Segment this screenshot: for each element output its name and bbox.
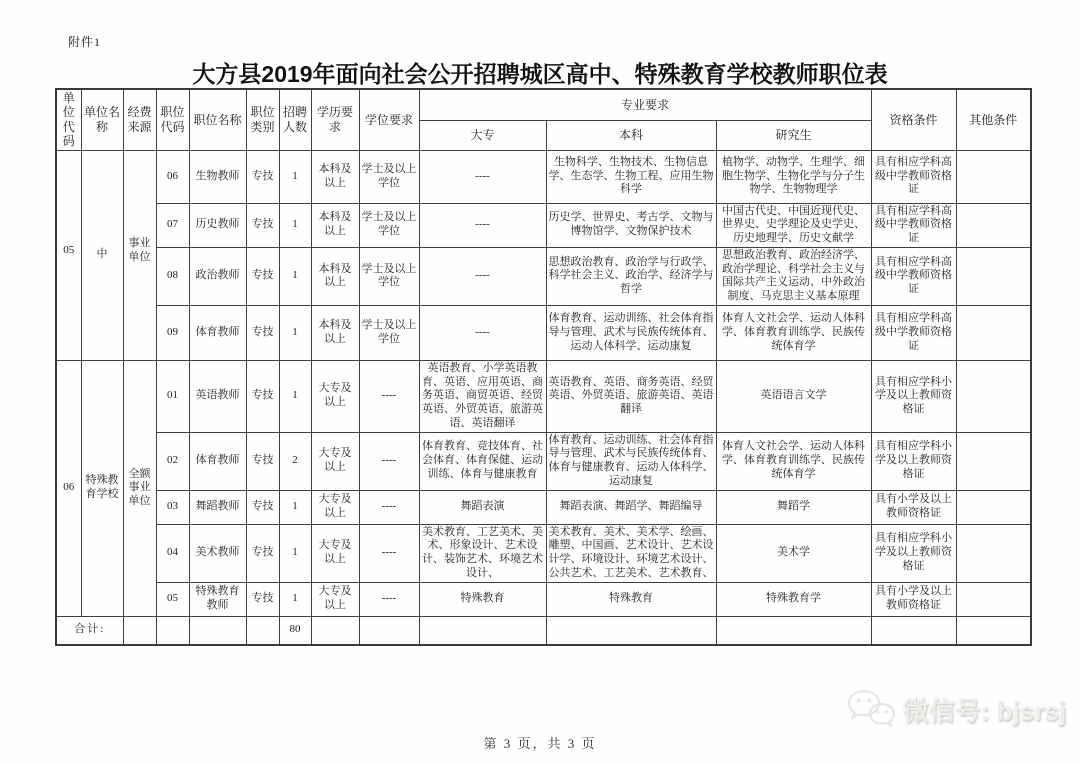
cell-major-benke: 特殊教育 — [546, 582, 716, 616]
wechat-icon — [847, 688, 895, 730]
cell-edu: 大专及以上 — [311, 490, 359, 524]
cell-edu: 大专及以上 — [311, 524, 359, 582]
cell-other — [956, 247, 1031, 305]
cell-major-dazhuan: 美术教育、工艺美术、美术、形象设计、艺术设计、装饰艺术、环境艺术设计、 — [419, 524, 546, 582]
header-count: 招聘人数 — [279, 89, 311, 150]
cell-other — [956, 203, 1031, 247]
cell-major-dazhuan: ---- — [419, 247, 546, 305]
cell-edu: 本科及以上 — [311, 305, 359, 360]
total-empty-edu — [311, 616, 359, 645]
header-qualification: 资格条件 — [871, 89, 956, 150]
header-edu: 学历要求 — [311, 89, 359, 150]
cell-qualification: 具有相应学科高级中学教师资格证 — [871, 247, 956, 305]
cell-unit-name: 中 — [81, 150, 123, 360]
cell-pos-type: 专技 — [246, 305, 279, 360]
total-empty-qualification — [871, 616, 956, 645]
cell-major-dazhuan: ---- — [419, 305, 546, 360]
cell-pos-name: 体育教师 — [189, 305, 246, 360]
cell-count: 1 — [279, 582, 311, 616]
cell-major-dazhuan: 舞蹈表演 — [419, 490, 546, 524]
total-label: 合计: — [56, 616, 123, 645]
table-row — [56, 203, 1031, 247]
cell-funding: 事业单位 — [123, 150, 156, 360]
cell-edu: 本科及以上 — [311, 150, 359, 203]
cell-pos-name: 舞蹈教师 — [189, 490, 246, 524]
cell-qualification: 具有相应学科小学及以上教师资格证 — [871, 524, 956, 582]
cell-other — [956, 582, 1031, 616]
page-title: 大方县2019年面向社会公开招聘城区高中、特殊教育学校教师职位表 — [192, 61, 888, 87]
cell-pos-code: 08 — [156, 247, 189, 305]
cell-count: 1 — [279, 490, 311, 524]
cell-major-dazhuan: ---- — [419, 203, 546, 247]
cell-pos-name: 生物教师 — [189, 150, 246, 203]
cell-major-benke: 英语教育、英语、商务英语、经贸英语、外贸英语、旅游英语、英语翻译 — [546, 360, 716, 432]
attachment-label: 附件1 — [68, 35, 102, 49]
header-funding: 经费来源 — [123, 89, 156, 150]
header-degree: 学位要求 — [359, 89, 419, 150]
cell-major-benke: 生物科学、生物技术、生物信息学、生态学、生物工程、应用生物科学 — [546, 150, 716, 203]
cell-qualification: 具有相应学科小学及以上教师资格证 — [871, 432, 956, 490]
cell-pos-name: 英语教师 — [189, 360, 246, 432]
cell-other — [956, 490, 1031, 524]
cell-pos-name: 美术教师 — [189, 524, 246, 582]
cell-major-yanjiusheng: 植物学、动物学、生理学、细胞生物学、生物化学与分子生物学、生物物理学 — [716, 150, 871, 203]
cell-major-benke: 历史学、世界史、考古学、文物与博物馆学、文物保护技术 — [546, 203, 716, 247]
cell-degree: ---- — [359, 360, 419, 432]
cell-major-yanjiusheng: 美术学 — [716, 524, 871, 582]
cell-count: 1 — [279, 305, 311, 360]
cell-unit-code: 06 — [56, 360, 81, 616]
cell-degree: ---- — [359, 490, 419, 524]
header-major-benke: 本科 — [546, 120, 716, 150]
cell-degree: 学士及以上学位 — [359, 203, 419, 247]
cell-major-yanjiusheng: 体育人文社会学、运动人体科学、体育教育训练学、民族传统体育学 — [716, 432, 871, 490]
table-row — [56, 490, 1031, 524]
cell-pos-name: 历史教师 — [189, 203, 246, 247]
table-row — [56, 524, 1031, 582]
total-row — [56, 616, 1031, 645]
table-row — [56, 305, 1031, 360]
cell-degree: 学士及以上学位 — [359, 247, 419, 305]
cell-other — [956, 360, 1031, 432]
cell-pos-code: 01 — [156, 360, 189, 432]
cell-qualification: 具有相应学科高级中学教师资格证 — [871, 305, 956, 360]
cell-major-benke: 思想政治教育、政治学与行政学、科学社会主义、政治学、经济学与哲学 — [546, 247, 716, 305]
cell-qualification: 具有相应学科小学及以上教师资格证 — [871, 360, 956, 432]
cell-pos-type: 专技 — [246, 360, 279, 432]
header-pos-type: 职位类别 — [246, 89, 279, 150]
cell-degree: 学士及以上学位 — [359, 150, 419, 203]
page-number: 第 3 页，共 3 页 — [483, 736, 597, 751]
cell-pos-type: 专技 — [246, 524, 279, 582]
table-row — [56, 582, 1031, 616]
cell-pos-code: 07 — [156, 203, 189, 247]
cell-count: 1 — [279, 360, 311, 432]
table-row — [56, 432, 1031, 490]
cell-pos-type: 专技 — [246, 432, 279, 490]
cell-degree: ---- — [359, 432, 419, 490]
cell-edu: 大专及以上 — [311, 432, 359, 490]
cell-major-dazhuan: 体育教育、竞技体育、社会体育、体育保健、运动训练、体育与健康教育 — [419, 432, 546, 490]
cell-funding: 全额事业单位 — [123, 360, 156, 616]
wechat-watermark — [847, 688, 1066, 730]
cell-pos-code: 04 — [156, 524, 189, 582]
cell-pos-name: 体育教师 — [189, 432, 246, 490]
cell-major-yanjiusheng: 中国古代史、中国近现代史、世界史、史学理论及史学史、历史地理学、历史文献学 — [716, 203, 871, 247]
total-empty-benke — [546, 616, 716, 645]
cell-count: 1 — [279, 150, 311, 203]
cell-degree: ---- — [359, 524, 419, 582]
table-header — [56, 89, 1031, 150]
cell-pos-code: 03 — [156, 490, 189, 524]
cell-pos-code: 02 — [156, 432, 189, 490]
total-empty-pos-name — [189, 616, 246, 645]
table-row — [56, 360, 1031, 432]
cell-pos-name: 政治教师 — [189, 247, 246, 305]
cell-other — [956, 432, 1031, 490]
header-other: 其他条件 — [956, 89, 1031, 150]
cell-pos-type: 专技 — [246, 203, 279, 247]
cell-degree: 学士及以上学位 — [359, 305, 419, 360]
cell-edu: 本科及以上 — [311, 203, 359, 247]
header-major-dazhuan: 大专 — [419, 120, 546, 150]
cell-other — [956, 150, 1031, 203]
cell-other — [956, 524, 1031, 582]
cell-major-benke: 舞蹈表演、舞蹈学、舞蹈编导 — [546, 490, 716, 524]
total-empty-dazhuan — [419, 616, 546, 645]
cell-pos-code: 05 — [156, 582, 189, 616]
wechat-watermark-text: 微信号: bjsrsj — [902, 695, 1066, 726]
cell-major-yanjiusheng: 英语语言文学 — [716, 360, 871, 432]
total-empty-pos-type — [246, 616, 279, 645]
cell-major-yanjiusheng: 体育人文社会学、运动人体科学、体育教育训练学、民族传统体育学 — [716, 305, 871, 360]
cell-count: 2 — [279, 432, 311, 490]
cell-major-benke: 体育教育、运动训练、社会体育指导与管理、武术与民族传统体育、体育与健康教育、运动人体科学、运动康复 — [546, 432, 716, 490]
cell-pos-type: 专技 — [246, 582, 279, 616]
cell-unit-code: 05 — [56, 150, 81, 360]
total-empty-other — [956, 616, 1031, 645]
cell-other — [956, 305, 1031, 360]
header-unit-code: 单位代码 — [56, 89, 81, 150]
cell-qualification: 具有小学及以上教师资格证 — [871, 582, 956, 616]
cell-major-yanjiusheng: 特殊教育学 — [716, 582, 871, 616]
cell-pos-code: 06 — [156, 150, 189, 203]
positions-table — [55, 88, 1032, 646]
cell-major-dazhuan: 英语教育、小学英语教育、英语、应用英语、商务英语、商贸英语、经贸英语、外贸英语、旅游英语、英语翻译 — [419, 360, 546, 432]
cell-count: 1 — [279, 524, 311, 582]
cell-pos-type: 专技 — [246, 150, 279, 203]
cell-count: 1 — [279, 203, 311, 247]
cell-edu: 本科及以上 — [311, 247, 359, 305]
cell-major-dazhuan: 特殊教育 — [419, 582, 546, 616]
cell-pos-code: 09 — [156, 305, 189, 360]
header-major-yanjiusheng: 研究生 — [716, 120, 871, 150]
header-pos-name: 职位名称 — [189, 89, 246, 150]
total-empty-yanjiusheng — [716, 616, 871, 645]
cell-major-yanjiusheng: 舞蹈学 — [716, 490, 871, 524]
cell-pos-type: 专技 — [246, 490, 279, 524]
cell-major-dazhuan: ---- — [419, 150, 546, 203]
total-count: 80 — [279, 616, 311, 645]
cell-pos-type: 专技 — [246, 247, 279, 305]
cell-count: 1 — [279, 247, 311, 305]
cell-major-benke: 美术教育、美术、美术学、绘画、雕塑、中国画、艺术设计、艺术设计学、环境设计、环境艺术设计、公共艺术、工艺美术、艺术教育、 — [546, 524, 716, 582]
cell-edu: 大专及以上 — [311, 360, 359, 432]
table-row — [56, 150, 1031, 203]
total-empty-degree — [359, 616, 419, 645]
header-unit-name: 单位名称 — [81, 89, 123, 150]
header-major-group: 专业要求 — [419, 89, 871, 120]
cell-qualification: 具有小学及以上教师资格证 — [871, 490, 956, 524]
cell-major-benke: 体育教育、运动训练、社会体育指导与管理、武术与民族传统体育、运动人体科学、运动康复 — [546, 305, 716, 360]
cell-pos-name: 特殊教育教师 — [189, 582, 246, 616]
cell-unit-name: 特殊教育学校 — [81, 360, 123, 616]
cell-major-yanjiusheng: 思想政治教育、政治经济学、政治学理论、科学社会主义与国际共产主义运动、中外政治制度、马克思主义基本原理 — [716, 247, 871, 305]
total-empty-funding — [123, 616, 156, 645]
cell-qualification: 具有相应学科高级中学教师资格证 — [871, 203, 956, 247]
table-row — [56, 247, 1031, 305]
cell-qualification: 具有相应学科高级中学教师资格证 — [871, 150, 956, 203]
header-pos-code: 职位代码 — [156, 89, 189, 150]
total-empty-pos-code — [156, 616, 189, 645]
cell-edu: 大专及以上 — [311, 582, 359, 616]
cell-degree: ---- — [359, 582, 419, 616]
